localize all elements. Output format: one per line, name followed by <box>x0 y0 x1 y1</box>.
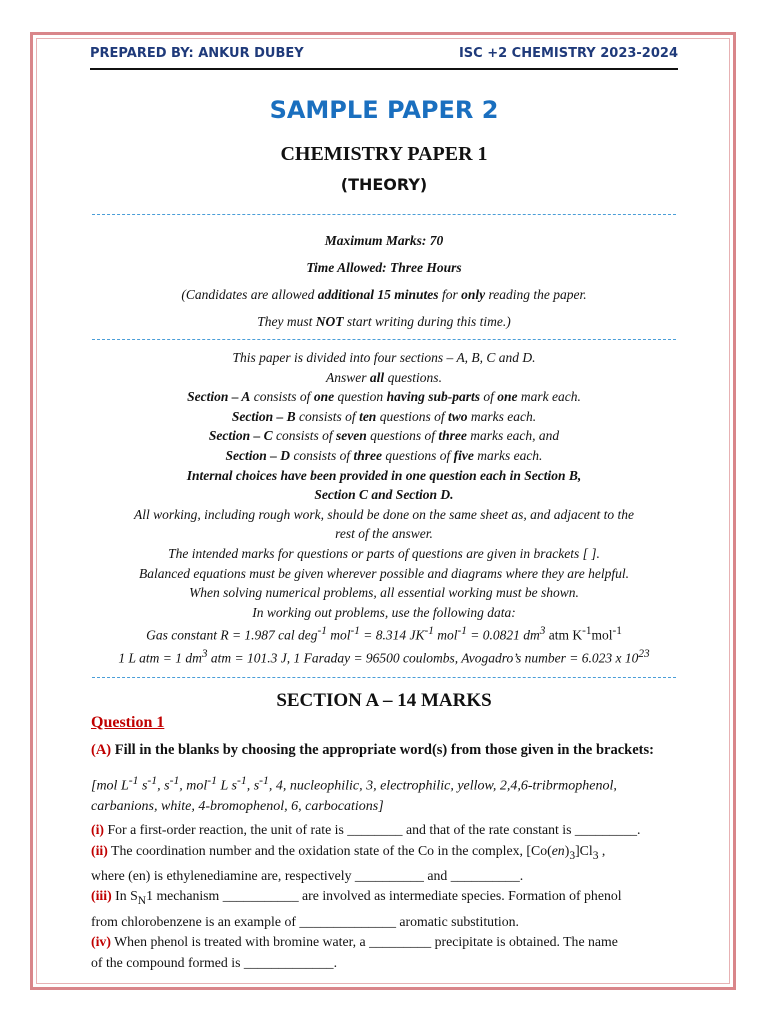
question-title: Question 1 <box>91 714 165 731</box>
emph: one <box>313 389 335 405</box>
emph: Section – C <box>208 428 273 444</box>
sup: -1 <box>424 625 434 638</box>
sup: -1 <box>237 774 247 787</box>
question-item <box>91 841 701 866</box>
time-allowed <box>80 254 688 281</box>
txt: mol <box>591 627 613 643</box>
dashed-divider <box>92 214 676 215</box>
emph: ten <box>359 408 377 424</box>
instruction-line: This paper is divided into four sections – A, B, C and D. <box>232 350 536 365</box>
txt: atm = 101.3 J, 1 Faraday = 96500 coulombs, Avogadro’s number = 6.023 x 10 <box>207 650 639 666</box>
part-a-label: (A) <box>91 742 112 758</box>
question-text: The coordination number and the oxidation state of the Co in the complex, [Co( <box>107 842 552 858</box>
options-line: carbanions, white, 4-bromophenol, 6, carbocations] <box>91 798 384 814</box>
question-list <box>91 820 701 973</box>
options-line <box>91 771 691 797</box>
instruction-line <box>80 407 688 427</box>
question-number: (iv) <box>91 934 111 949</box>
emph: seven <box>336 428 367 444</box>
note-emph: additional 15 minutes <box>317 287 439 302</box>
note-text: for <box>438 287 462 302</box>
txt: , s <box>157 778 170 794</box>
instruction-line <box>80 485 688 505</box>
txt: mark each. <box>517 389 581 405</box>
sub: 3 <box>592 849 599 862</box>
txt: questions. <box>384 369 442 385</box>
question-number: (iii) <box>91 888 112 904</box>
instruction-line <box>80 368 688 388</box>
emph: Internal choices have been provided in one question each in Section B, <box>186 467 582 483</box>
instructions <box>80 348 688 669</box>
question-text: 1 mechanism ___________ are involved as intermediate species. Formation of phenol <box>146 888 622 904</box>
txt: atm K <box>545 627 583 643</box>
question-text: , <box>598 842 606 858</box>
emph: two <box>447 408 468 424</box>
sup: 23 <box>638 648 650 661</box>
note-text: reading the paper. <box>485 287 587 302</box>
txt: [mol L <box>91 778 129 794</box>
reading-time-note <box>80 281 688 308</box>
emph: one <box>497 389 518 405</box>
paper-type: (THEORY) <box>340 175 428 194</box>
question-continuation: where (en) is ethylenediamine are, respectively __________ and __________. <box>91 867 524 883</box>
instruction-line: In working out problems, use the following data: <box>252 604 516 620</box>
sup: -1 <box>612 625 622 638</box>
sub: N <box>137 895 147 907</box>
txt: , s <box>246 778 260 794</box>
txt: consists of <box>272 428 337 444</box>
instruction-line: When solving numerical problems, all essential working must be shown. <box>189 585 579 601</box>
instruction-line: rest of the answer. <box>335 526 433 542</box>
sup: -1 <box>128 774 139 787</box>
question-text: ) <box>564 842 570 858</box>
question-text: en <box>551 842 565 858</box>
sup: -1 <box>169 774 180 787</box>
emph: Section – A <box>187 389 251 405</box>
txt: mol <box>433 627 458 643</box>
instruction-line <box>80 466 688 486</box>
note-text: start writing during this time.) <box>343 314 511 329</box>
page-header <box>90 46 678 68</box>
instruction-line: All working, including rough work, should be done on the same sheet as, and adjacent to the <box>133 506 635 522</box>
txt: = 0.0821 dm <box>466 627 540 643</box>
txt: marks each. <box>467 408 537 424</box>
question-text: In S <box>111 888 138 904</box>
txt: questions of <box>381 447 454 463</box>
txt: consists of <box>290 447 354 463</box>
emph: Section – B <box>231 408 296 424</box>
paper-subtitle: CHEMISTRY PAPER 1 <box>280 143 488 165</box>
note-emph: NOT <box>315 314 344 329</box>
instruction-line <box>80 426 688 446</box>
question-number: (ii) <box>91 842 108 858</box>
txt: = 8.314 JK <box>359 627 425 643</box>
constants-line <box>80 645 688 668</box>
emph: all <box>369 369 385 385</box>
instruction-line <box>80 446 688 466</box>
sup: -1 <box>207 774 218 787</box>
txt: Answer <box>326 369 370 385</box>
txt: marks each. <box>473 447 543 463</box>
question-item <box>91 886 701 911</box>
sup: -1 <box>582 625 592 638</box>
txt: mol <box>326 627 351 643</box>
question-text: For a first-order reaction, the unit of rate is ________ and that of the rate constant is _________. <box>104 822 641 837</box>
sup: -1 <box>317 625 327 638</box>
txt: question <box>334 389 387 405</box>
sup: 3 <box>539 625 546 638</box>
emph: five <box>453 447 474 463</box>
instruction-line <box>80 387 688 407</box>
emph: Section C and Section D. <box>314 487 454 503</box>
section-heading: SECTION A – 14 MARKS <box>276 690 492 711</box>
question-item <box>91 820 701 841</box>
part-a-text: Fill in the blanks by choosing the appropriate word(s) from those given in the brackets: <box>111 742 654 758</box>
note-text: They must <box>257 314 316 329</box>
header-author: PREPARED BY: ANKUR DUBEY <box>90 46 304 61</box>
instruction-line: Balanced equations must be given wherever possible and diagrams where they are helpful. <box>138 565 630 581</box>
sup: -1 <box>350 625 360 638</box>
txt: consists of <box>295 408 360 424</box>
instruction-line: The intended marks for questions or parts of questions are given in brackets [ ]. <box>168 545 600 561</box>
note-emph: only <box>461 287 486 302</box>
header-divider <box>90 68 678 70</box>
dashed-divider <box>92 677 676 678</box>
txt: 1 L atm = 1 dm <box>118 650 202 666</box>
question-continuation: from chlorobenzene is an example of ______________ aromatic substitution. <box>91 913 519 929</box>
txt: , mol <box>179 778 208 794</box>
txt: questions of <box>376 408 448 424</box>
paper-title: SAMPLE PAPER 2 <box>269 96 499 124</box>
sup: -1 <box>457 625 467 638</box>
emph: three <box>438 428 467 444</box>
txt: s <box>138 778 148 794</box>
sup: 3 <box>201 648 208 661</box>
max-marks-text: Maximum Marks: 70 <box>324 233 444 248</box>
reading-time-note-2 <box>80 308 688 335</box>
exam-meta <box>80 227 688 335</box>
question-item <box>91 932 701 953</box>
emph: having sub-parts <box>386 389 480 405</box>
txt: of <box>479 389 498 405</box>
question-continuation: of the compound formed is _____________. <box>91 954 338 970</box>
sub: 3 <box>569 849 576 862</box>
txt: Gas constant R = 1.987 cal deg <box>146 627 318 643</box>
emph: three <box>353 447 382 463</box>
question-text: When phenol is treated with bromine water, a _________ precipitate is obtained. The name <box>110 934 618 949</box>
sup: -1 <box>147 774 158 787</box>
txt: , 4, nucleophilic, 3, electrophilic, yellow, 2,4,6-tribrmophenol, <box>268 778 617 794</box>
sup: -1 <box>259 774 269 787</box>
header-course: ISC +2 CHEMISTRY 2023-2024 <box>458 46 678 61</box>
part-a-heading <box>91 742 691 759</box>
txt: consists of <box>250 389 314 405</box>
question-number: (i) <box>91 822 105 837</box>
txt: marks each, and <box>466 428 560 444</box>
note-text: (Candidates are allowed <box>181 287 318 302</box>
max-marks <box>80 227 688 254</box>
time-allowed-text: Time Allowed: Three Hours <box>306 260 462 275</box>
emph: Section – D <box>225 447 291 463</box>
txt: questions of <box>366 428 439 444</box>
answer-options <box>91 771 691 817</box>
txt: L s <box>217 778 237 794</box>
question-text: ]Cl <box>575 842 593 858</box>
gas-constant-line <box>80 622 688 645</box>
dashed-divider <box>92 339 676 340</box>
